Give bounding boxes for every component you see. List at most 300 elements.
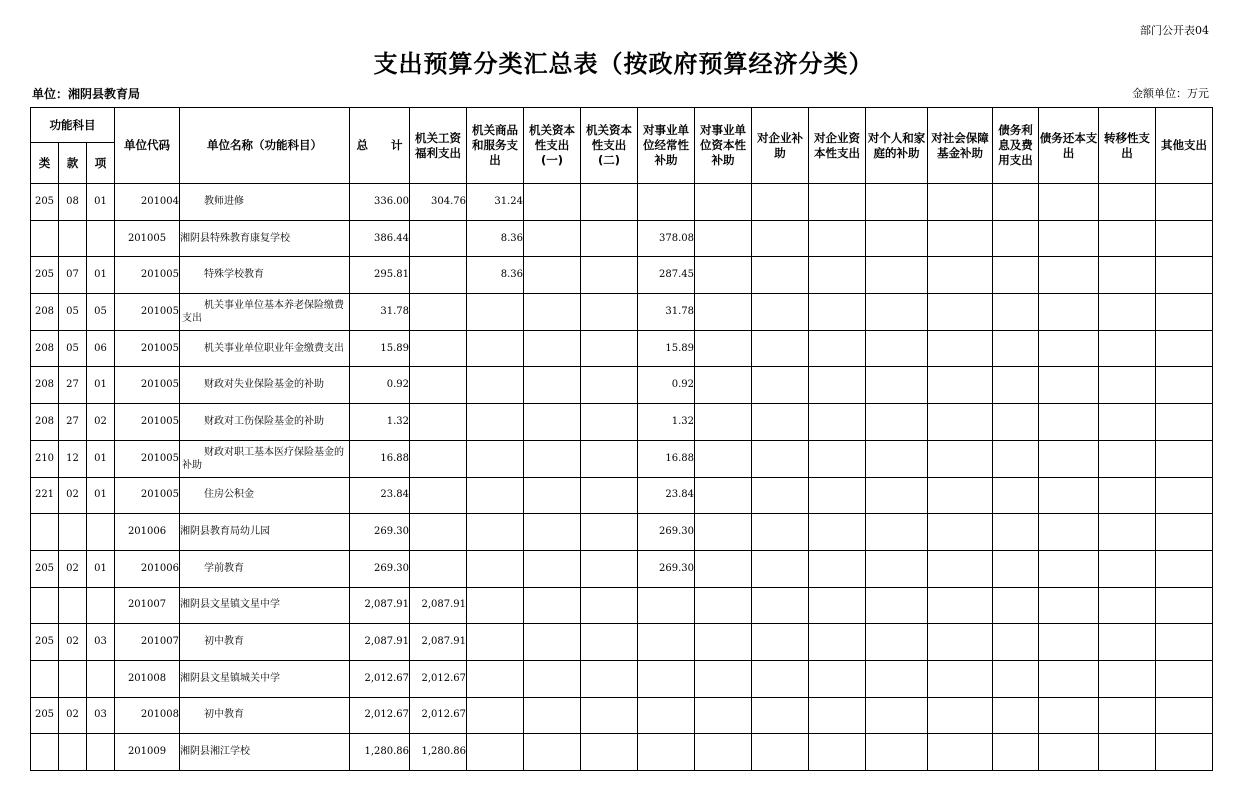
- enterprise-capital-cell: [809, 184, 866, 221]
- enterprise-capital-cell: [809, 367, 866, 404]
- enterprise-capital-cell: [809, 330, 866, 367]
- wage-welfare-cell: [410, 477, 467, 514]
- lei-header: 类: [31, 143, 59, 184]
- kuan-cell: [59, 660, 87, 697]
- transfer-cell: [1099, 294, 1156, 331]
- unit-code-cell: 201005: [115, 404, 180, 441]
- enterprise-subsidy-cell: [752, 330, 809, 367]
- enterprise-capital-cell: [809, 404, 866, 441]
- household-subsidy-cell: [866, 550, 928, 587]
- wage-welfare-cell: 2,087.91: [410, 587, 467, 624]
- household-subsidy-cell: [866, 697, 928, 734]
- debt-principal-cell: [1039, 550, 1099, 587]
- social-security-cell: [928, 477, 993, 514]
- capital-two-cell: [581, 184, 638, 221]
- goods-services-cell: [467, 624, 524, 661]
- xiang-cell: [87, 220, 115, 257]
- lei-cell: 208: [31, 330, 59, 367]
- wage-welfare-cell: 2,087.91: [410, 624, 467, 661]
- capital-one-cell: [524, 734, 581, 771]
- other-cell: [1156, 660, 1213, 697]
- household-subsidy-cell: [866, 477, 928, 514]
- goods-services-cell: [467, 367, 524, 404]
- transfer-cell: [1099, 404, 1156, 441]
- unit-code-cell: 201005: [115, 330, 180, 367]
- kuan-cell: 12: [59, 440, 87, 477]
- household-subsidy-cell: [866, 404, 928, 441]
- total-cell: 269.30: [350, 514, 410, 551]
- unit-name-cell: 财政对工伤保险基金的补助: [180, 404, 350, 441]
- other-cell: [1156, 220, 1213, 257]
- col-header-6: 对事业单位资本性补助: [695, 108, 752, 184]
- enterprise-capital-cell: [809, 294, 866, 331]
- total-cell: 31.78: [350, 294, 410, 331]
- wage-welfare-cell: [410, 404, 467, 441]
- enterprise-subsidy-cell: [752, 697, 809, 734]
- capital-one-cell: [524, 404, 581, 441]
- goods-services-cell: [467, 330, 524, 367]
- institution-subsidy-cell: 1.32: [638, 404, 695, 441]
- wage-welfare-cell: 2,012.67: [410, 660, 467, 697]
- institution-capital-cell: [695, 257, 752, 294]
- enterprise-subsidy-cell: [752, 514, 809, 551]
- kuan-cell: 02: [59, 477, 87, 514]
- kuan-cell: [59, 514, 87, 551]
- institution-capital-cell: [695, 367, 752, 404]
- xiang-cell: [87, 514, 115, 551]
- institution-capital-cell: [695, 587, 752, 624]
- debt-principal-cell: [1039, 184, 1099, 221]
- institution-subsidy-cell: 269.30: [638, 550, 695, 587]
- institution-capital-cell: [695, 184, 752, 221]
- unit-code-cell: 201009: [115, 734, 180, 771]
- capital-one-cell: [524, 367, 581, 404]
- unit-name-cell: 湘阴县教育局幼儿园: [180, 514, 350, 551]
- transfer-cell: [1099, 697, 1156, 734]
- enterprise-capital-cell: [809, 514, 866, 551]
- other-cell: [1156, 550, 1213, 587]
- transfer-cell: [1099, 550, 1156, 587]
- debt-principal-cell: [1039, 624, 1099, 661]
- other-cell: [1156, 440, 1213, 477]
- budget-table: [30, 107, 1213, 771]
- table-row: [31, 220, 1213, 257]
- transfer-cell: [1099, 220, 1156, 257]
- debt-interest-cell: [993, 587, 1039, 624]
- unit-name-cell: 湘阴县文星镇文星中学: [180, 587, 350, 624]
- institution-capital-cell: [695, 734, 752, 771]
- institution-subsidy-cell: [638, 660, 695, 697]
- unit-name-cell: 湘阴县特殊教育康复学校: [180, 220, 350, 257]
- kuan-cell: [59, 220, 87, 257]
- table-body: [31, 184, 1213, 771]
- xiang-cell: 03: [87, 624, 115, 661]
- xiang-cell: 03: [87, 697, 115, 734]
- other-cell: [1156, 294, 1213, 331]
- enterprise-capital-cell: [809, 587, 866, 624]
- capital-two-cell: [581, 734, 638, 771]
- unit-code-cell: 201005: [115, 477, 180, 514]
- capital-one-cell: [524, 514, 581, 551]
- xiang-cell: 01: [87, 550, 115, 587]
- capital-two-cell: [581, 697, 638, 734]
- other-cell: [1156, 477, 1213, 514]
- unit-code-header: 单位代码: [115, 108, 180, 184]
- kuan-cell: 07: [59, 257, 87, 294]
- institution-capital-cell: [695, 220, 752, 257]
- table-row: [31, 184, 1213, 221]
- transfer-cell: [1099, 440, 1156, 477]
- capital-one-cell: [524, 477, 581, 514]
- institution-capital-cell: [695, 477, 752, 514]
- lei-cell: 208: [31, 404, 59, 441]
- unit-code-cell: 201007: [115, 587, 180, 624]
- debt-principal-cell: [1039, 587, 1099, 624]
- transfer-cell: [1099, 257, 1156, 294]
- social-security-cell: [928, 220, 993, 257]
- lei-cell: 208: [31, 367, 59, 404]
- institution-subsidy-cell: 378.08: [638, 220, 695, 257]
- wage-welfare-cell: [410, 367, 467, 404]
- social-security-cell: [928, 660, 993, 697]
- social-security-cell: [928, 734, 993, 771]
- goods-services-cell: [467, 404, 524, 441]
- capital-two-cell: [581, 404, 638, 441]
- unit-code-cell: 201005: [115, 440, 180, 477]
- table-row: [31, 624, 1213, 661]
- func-subject-header: 功能科目: [31, 108, 115, 143]
- table-row: [31, 587, 1213, 624]
- unit-name-cell: 初中教育: [180, 624, 350, 661]
- kuan-cell: 02: [59, 624, 87, 661]
- enterprise-capital-cell: [809, 257, 866, 294]
- form-number: 部门公开表04: [1140, 24, 1209, 37]
- enterprise-subsidy-cell: [752, 367, 809, 404]
- enterprise-capital-cell: [809, 734, 866, 771]
- capital-one-cell: [524, 587, 581, 624]
- transfer-cell: [1099, 624, 1156, 661]
- debt-principal-cell: [1039, 477, 1099, 514]
- unit-code-cell: 201008: [115, 660, 180, 697]
- lei-cell: 210: [31, 440, 59, 477]
- other-cell: [1156, 697, 1213, 734]
- household-subsidy-cell: [866, 220, 928, 257]
- enterprise-capital-cell: [809, 220, 866, 257]
- table-row: [31, 294, 1213, 331]
- debt-interest-cell: [993, 404, 1039, 441]
- social-security-cell: [928, 550, 993, 587]
- unit-code-cell: 201006: [115, 550, 180, 587]
- social-security-cell: [928, 514, 993, 551]
- capital-two-cell: [581, 624, 638, 661]
- wage-welfare-cell: [410, 550, 467, 587]
- enterprise-capital-cell: [809, 440, 866, 477]
- table-row: [31, 367, 1213, 404]
- kuan-cell: 27: [59, 404, 87, 441]
- enterprise-subsidy-cell: [752, 257, 809, 294]
- xiang-cell: 05: [87, 294, 115, 331]
- enterprise-capital-cell: [809, 550, 866, 587]
- col-header-2: 机关商品和服务支出: [467, 108, 524, 184]
- table-row: [31, 550, 1213, 587]
- institution-capital-cell: [695, 697, 752, 734]
- capital-one-cell: [524, 220, 581, 257]
- kuan-cell: 27: [59, 367, 87, 404]
- col-header-7: 对企业补助: [752, 108, 809, 184]
- col-header-14: 其他支出: [1156, 108, 1213, 184]
- xiang-header: 项: [87, 143, 115, 184]
- capital-one-cell: [524, 624, 581, 661]
- enterprise-subsidy-cell: [752, 440, 809, 477]
- debt-principal-cell: [1039, 220, 1099, 257]
- unit-name-cell: 财政对失业保险基金的补助: [180, 367, 350, 404]
- capital-two-cell: [581, 514, 638, 551]
- debt-principal-cell: [1039, 660, 1099, 697]
- capital-one-cell: [524, 440, 581, 477]
- institution-subsidy-cell: 31.78: [638, 294, 695, 331]
- unit-code-cell: 201004: [115, 184, 180, 221]
- institution-subsidy-cell: 15.89: [638, 330, 695, 367]
- table-row: [31, 660, 1213, 697]
- lei-cell: 205: [31, 697, 59, 734]
- col-header-8: 对企业资本性支出: [809, 108, 866, 184]
- debt-principal-cell: [1039, 697, 1099, 734]
- col-header-10: 对社会保障基金补助: [928, 108, 993, 184]
- enterprise-subsidy-cell: [752, 587, 809, 624]
- household-subsidy-cell: [866, 367, 928, 404]
- xiang-cell: 01: [87, 184, 115, 221]
- unit-code-cell: 201006: [115, 514, 180, 551]
- debt-principal-cell: [1039, 514, 1099, 551]
- social-security-cell: [928, 697, 993, 734]
- total-cell: 2,012.67: [350, 697, 410, 734]
- social-security-cell: [928, 587, 993, 624]
- kuan-header: 款: [59, 143, 87, 184]
- institution-subsidy-cell: 16.88: [638, 440, 695, 477]
- col-header-12: 债务还本支出: [1039, 108, 1099, 184]
- xiang-cell: 01: [87, 477, 115, 514]
- xiang-cell: 02: [87, 404, 115, 441]
- total-cell: 336.00: [350, 184, 410, 221]
- unit-name-cell: 湘阴县湘江学校: [180, 734, 350, 771]
- col-header-13: 转移性支出: [1099, 108, 1156, 184]
- goods-services-cell: [467, 550, 524, 587]
- unit-name-cell: 机关事业单位基本养老保险缴费支出: [180, 294, 350, 331]
- social-security-cell: [928, 367, 993, 404]
- capital-one-cell: [524, 294, 581, 331]
- wage-welfare-cell: [410, 440, 467, 477]
- debt-interest-cell: [993, 734, 1039, 771]
- debt-principal-cell: [1039, 440, 1099, 477]
- kuan-cell: 02: [59, 550, 87, 587]
- unit-code-cell: 201005: [115, 220, 180, 257]
- household-subsidy-cell: [866, 660, 928, 697]
- debt-principal-cell: [1039, 734, 1099, 771]
- other-cell: [1156, 184, 1213, 221]
- col-header-3: 机关资本性支出(一): [524, 108, 581, 184]
- table-row: [31, 257, 1213, 294]
- capital-two-cell: [581, 587, 638, 624]
- other-cell: [1156, 367, 1213, 404]
- transfer-cell: [1099, 734, 1156, 771]
- wage-welfare-cell: 1,280.86: [410, 734, 467, 771]
- other-cell: [1156, 330, 1213, 367]
- capital-one-cell: [524, 257, 581, 294]
- goods-services-cell: [467, 734, 524, 771]
- col-header-4: 机关资本性支出(二): [581, 108, 638, 184]
- debt-interest-cell: [993, 477, 1039, 514]
- debt-interest-cell: [993, 220, 1039, 257]
- wage-welfare-cell: [410, 220, 467, 257]
- lei-cell: 205: [31, 257, 59, 294]
- institution-subsidy-cell: 287.45: [638, 257, 695, 294]
- table-row: [31, 330, 1213, 367]
- kuan-cell: 05: [59, 294, 87, 331]
- unit-name-cell: 特殊学校教育: [180, 257, 350, 294]
- xiang-cell: 01: [87, 440, 115, 477]
- goods-services-cell: [467, 660, 524, 697]
- col-header-1: 机关工资福利支出: [410, 108, 467, 184]
- total-cell: 1,280.86: [350, 734, 410, 771]
- transfer-cell: [1099, 587, 1156, 624]
- institution-subsidy-cell: 269.30: [638, 514, 695, 551]
- transfer-cell: [1099, 514, 1156, 551]
- total-cell: 386.44: [350, 220, 410, 257]
- table-row: [31, 404, 1213, 441]
- debt-principal-cell: [1039, 330, 1099, 367]
- goods-services-cell: [467, 697, 524, 734]
- institution-subsidy-cell: 0.92: [638, 367, 695, 404]
- xiang-cell: [87, 660, 115, 697]
- wage-welfare-cell: [410, 294, 467, 331]
- goods-services-cell: 8.36: [467, 257, 524, 294]
- lei-cell: 221: [31, 477, 59, 514]
- household-subsidy-cell: [866, 440, 928, 477]
- capital-one-cell: [524, 184, 581, 221]
- enterprise-subsidy-cell: [752, 477, 809, 514]
- institution-capital-cell: [695, 294, 752, 331]
- enterprise-capital-cell: [809, 660, 866, 697]
- wage-welfare-cell: 2,012.67: [410, 697, 467, 734]
- debt-principal-cell: [1039, 404, 1099, 441]
- capital-one-cell: [524, 550, 581, 587]
- lei-cell: 208: [31, 294, 59, 331]
- debt-principal-cell: [1039, 294, 1099, 331]
- transfer-cell: [1099, 367, 1156, 404]
- enterprise-subsidy-cell: [752, 624, 809, 661]
- total-cell: 1.32: [350, 404, 410, 441]
- goods-services-cell: [467, 587, 524, 624]
- social-security-cell: [928, 624, 993, 661]
- social-security-cell: [928, 257, 993, 294]
- total-header: 总 计: [350, 108, 410, 184]
- amount-unit-label: 金额单位：万元: [1132, 87, 1209, 100]
- enterprise-subsidy-cell: [752, 550, 809, 587]
- unit-code-cell: 201005: [115, 294, 180, 331]
- goods-services-cell: 31.24: [467, 184, 524, 221]
- capital-two-cell: [581, 660, 638, 697]
- capital-one-cell: [524, 660, 581, 697]
- total-cell: 295.81: [350, 257, 410, 294]
- lei-cell: [31, 660, 59, 697]
- debt-interest-cell: [993, 660, 1039, 697]
- household-subsidy-cell: [866, 514, 928, 551]
- total-cell: 15.89: [350, 330, 410, 367]
- social-security-cell: [928, 294, 993, 331]
- institution-capital-cell: [695, 404, 752, 441]
- total-cell: 23.84: [350, 477, 410, 514]
- xiang-cell: [87, 734, 115, 771]
- table-row: [31, 514, 1213, 551]
- institution-capital-cell: [695, 514, 752, 551]
- debt-interest-cell: [993, 257, 1039, 294]
- institution-subsidy-cell: [638, 184, 695, 221]
- goods-services-cell: [467, 294, 524, 331]
- goods-services-cell: [467, 477, 524, 514]
- unit-code-cell: 201008: [115, 697, 180, 734]
- col-header-9: 对个人和家庭的补助: [866, 108, 928, 184]
- wage-welfare-cell: [410, 330, 467, 367]
- lei-cell: 205: [31, 550, 59, 587]
- debt-interest-cell: [993, 294, 1039, 331]
- household-subsidy-cell: [866, 734, 928, 771]
- capital-two-cell: [581, 550, 638, 587]
- enterprise-subsidy-cell: [752, 734, 809, 771]
- social-security-cell: [928, 184, 993, 221]
- transfer-cell: [1099, 184, 1156, 221]
- unit-name-header: 单位名称（功能科目）: [180, 108, 350, 184]
- unit-name-cell: 住房公积金: [180, 477, 350, 514]
- household-subsidy-cell: [866, 257, 928, 294]
- kuan-cell: [59, 587, 87, 624]
- capital-two-cell: [581, 330, 638, 367]
- enterprise-subsidy-cell: [752, 660, 809, 697]
- institution-subsidy-cell: 23.84: [638, 477, 695, 514]
- capital-one-cell: [524, 697, 581, 734]
- col-header-11: 债务利息及费用支出: [993, 108, 1039, 184]
- goods-services-cell: [467, 514, 524, 551]
- unit-label: 单位：湘阴县教育局: [32, 87, 141, 101]
- debt-principal-cell: [1039, 257, 1099, 294]
- institution-subsidy-cell: [638, 587, 695, 624]
- institution-capital-cell: [695, 550, 752, 587]
- debt-interest-cell: [993, 624, 1039, 661]
- kuan-cell: [59, 734, 87, 771]
- col-header-5: 对事业单位经常性补助: [638, 108, 695, 184]
- capital-two-cell: [581, 220, 638, 257]
- social-security-cell: [928, 440, 993, 477]
- other-cell: [1156, 514, 1213, 551]
- institution-capital-cell: [695, 660, 752, 697]
- total-cell: 2,012.67: [350, 660, 410, 697]
- enterprise-subsidy-cell: [752, 404, 809, 441]
- capital-two-cell: [581, 257, 638, 294]
- debt-interest-cell: [993, 514, 1039, 551]
- kuan-cell: 08: [59, 184, 87, 221]
- unit-name-cell: 财政对职工基本医疗保险基金的补助: [180, 440, 350, 477]
- household-subsidy-cell: [866, 587, 928, 624]
- capital-one-cell: [524, 330, 581, 367]
- table-row: [31, 477, 1213, 514]
- enterprise-capital-cell: [809, 624, 866, 661]
- table-row: [31, 440, 1213, 477]
- capital-two-cell: [581, 294, 638, 331]
- lei-cell: 205: [31, 624, 59, 661]
- other-cell: [1156, 624, 1213, 661]
- social-security-cell: [928, 330, 993, 367]
- household-subsidy-cell: [866, 294, 928, 331]
- enterprise-subsidy-cell: [752, 184, 809, 221]
